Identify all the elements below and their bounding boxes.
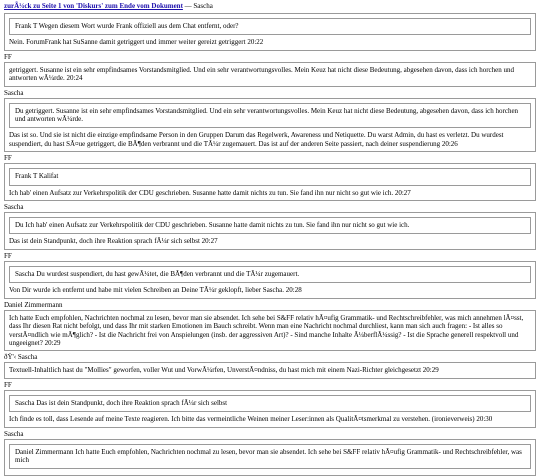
next-author-label: Sascha (4, 203, 24, 212)
next-author-label: FF (4, 154, 12, 163)
message-text: Von Dir wurde ich entfernt und habe mit vielen Schreiben an Deine TÃ¼r geklopft, lieber Sascha. 20:28 (9, 286, 302, 295)
post-list (0, 13, 540, 476)
next-author-label: FF (4, 251, 12, 260)
quote-text: Frank T Kalifat (15, 172, 59, 181)
quote-text: Daniel Zimmermann Ich hatte Euch empfohlen, Nachrichten nochmal zu lesen, bevor man sie absendet. Ich sehe bei S&FF relativ hÃ¤ufig Grammatik- und Rechtschreibfehler, was mich (15, 447, 522, 464)
chat-post (4, 310, 536, 352)
quoted-message (9, 444, 531, 470)
next-author-label: Sascha (4, 88, 24, 97)
next-author-label: ðŸ'‹ Sascha (4, 353, 38, 362)
back-to-page-link[interactable]: zurÃ¼ck zu Seite 1 von 'Diskurs' zum Ende vom Dokument (4, 2, 183, 10)
quote-text: Du Ich hab' einen Aufsatz zur Verkehrspolitik der CDU geschrieben. Susanne hatte damit nichts zu tun. Sie fand ihn nur nicht so gut wie ich. (15, 221, 410, 230)
quote-text: Sascha Du wurdest suspendiert, du hast gewÃ¼tet, die BÃ¶den verbrannt und die TÃ¼r zugemauert. (15, 269, 300, 278)
top-nav (0, 0, 540, 13)
next-author-label: Sascha (4, 429, 24, 438)
quoted-message (9, 168, 531, 185)
quoted-message (9, 18, 531, 35)
chat-post (4, 362, 536, 378)
quoted-message (9, 103, 531, 129)
nav-user: Sascha (193, 2, 213, 10)
chat-post (4, 261, 536, 299)
quote-text: Du getriggert. Susanne ist ein sehr empfindsames Vorstandsmitglied. Und ein sehr verantwortungsvolles. Mein Keuz hat nicht diese Bedeutung, abgesehen davon, dass ich horchen und antworten wÃ¼rde. (15, 106, 519, 124)
chat-post (4, 212, 536, 250)
chat-post (4, 439, 536, 476)
chat-post (4, 13, 536, 51)
message-text: Ich finde es toll, dass Lesende auf meine Texte reagieren. Ich bitte das vermeintliche Weinen meiner Leser:innen als QualitÃ¤tsmerkmal zu verstehen. (ironieverweis) 20:30 (9, 415, 493, 424)
message-text: Nein. ForumFrank hat SuSanne damit getriggert und immer weiter gereizt getriggert 20:22 (9, 38, 264, 47)
quote-text: Frank T Wegen diesem Wort wurde Frank offiziell aus dem Chat entfernt, oder? (15, 22, 239, 30)
chat-post (4, 62, 536, 87)
quoted-message (9, 395, 531, 412)
chat-post (4, 390, 536, 428)
next-author-label: FF (4, 380, 12, 389)
message-text: Das ist so. Und sie ist nicht die einzige empfindsame Person in den Gruppen Darum das Regelwerk, Awareness und Netiquette. Du warst Admin, du hast es verletzt. Du wurdest suspendiert, du hast SÃ¤ue getriggert, die BÃ¶den verbrannt und die TÃ¼r zugemauert. Das ist auf der anderen Seite passiert, nach deiner suspendierung 20:26 (9, 131, 504, 148)
message-text: Ich hab' einen Aufsatz zur Verkehrspolitik der CDU geschrieben. Susanne hatte damit nichts zu tun. Sie fand ihn nur nicht so gut wie ich. 20:27 (9, 188, 411, 197)
message-text: Ich hatte Euch empfohlen, Nachrichten nochmal zu lesen, bevor man sie absendet. Ich sehe bei S&FF relativ hÃ¤ufig Grammatik- und Rechtschreibfehler, was mich annehmen lÃ¤sst, dass Ihr diesen Rat nicht befolgt, und dass Ihr mit starken Emotionen im Bauch schreibt. Wenn man eine Nachricht nochmal durchliest, kann man sich auch fragen: - Ist alles so verstÃ¤ndlich wie mÃ¶glich? - Ist die Nachricht frei von Anspielungen (insb. der aggressiven Art)? - Sind manche Inhalte Ã¼berflÃ¼ssig? - Ist die Sprache generell respektvoll und ungeeignet? 20:29 (9, 313, 524, 347)
quoted-message (9, 266, 531, 283)
quoted-message (9, 217, 531, 234)
next-author-label: FF (4, 52, 12, 61)
message-text: Das ist dein Standpunkt, doch ihre Reaktion sprach fÃ¼r sich selbst 20:27 (9, 237, 218, 246)
chat-post (4, 163, 536, 201)
message-text: getriggert. Susanne ist ein sehr empfindsames Vorstandsmitglied. Und ein sehr verantwortungsvolles. Mein Keuz hat nicht diese Bedeutung, abgesehen davon, dass ich horchen und antworten wÃ¼rde. 20:24 (9, 65, 514, 83)
quote-text: Sascha Das ist dein Standpunkt, doch ihre Reaktion sprach fÃ¼r sich selbst (15, 398, 228, 407)
next-author-label: Daniel Zimmermann (4, 300, 63, 309)
nav-separator: — (182, 2, 194, 10)
chat-post (4, 98, 536, 153)
message-text: Textuell-Inhaltlich hast du "Mollies" geworfen, voller Wut und VorwÃ¼rfen, UnverstÃ¤ndniss, du hast mich mit einem Nazi-Richter gleichgesetzt 20:29 (9, 366, 439, 375)
